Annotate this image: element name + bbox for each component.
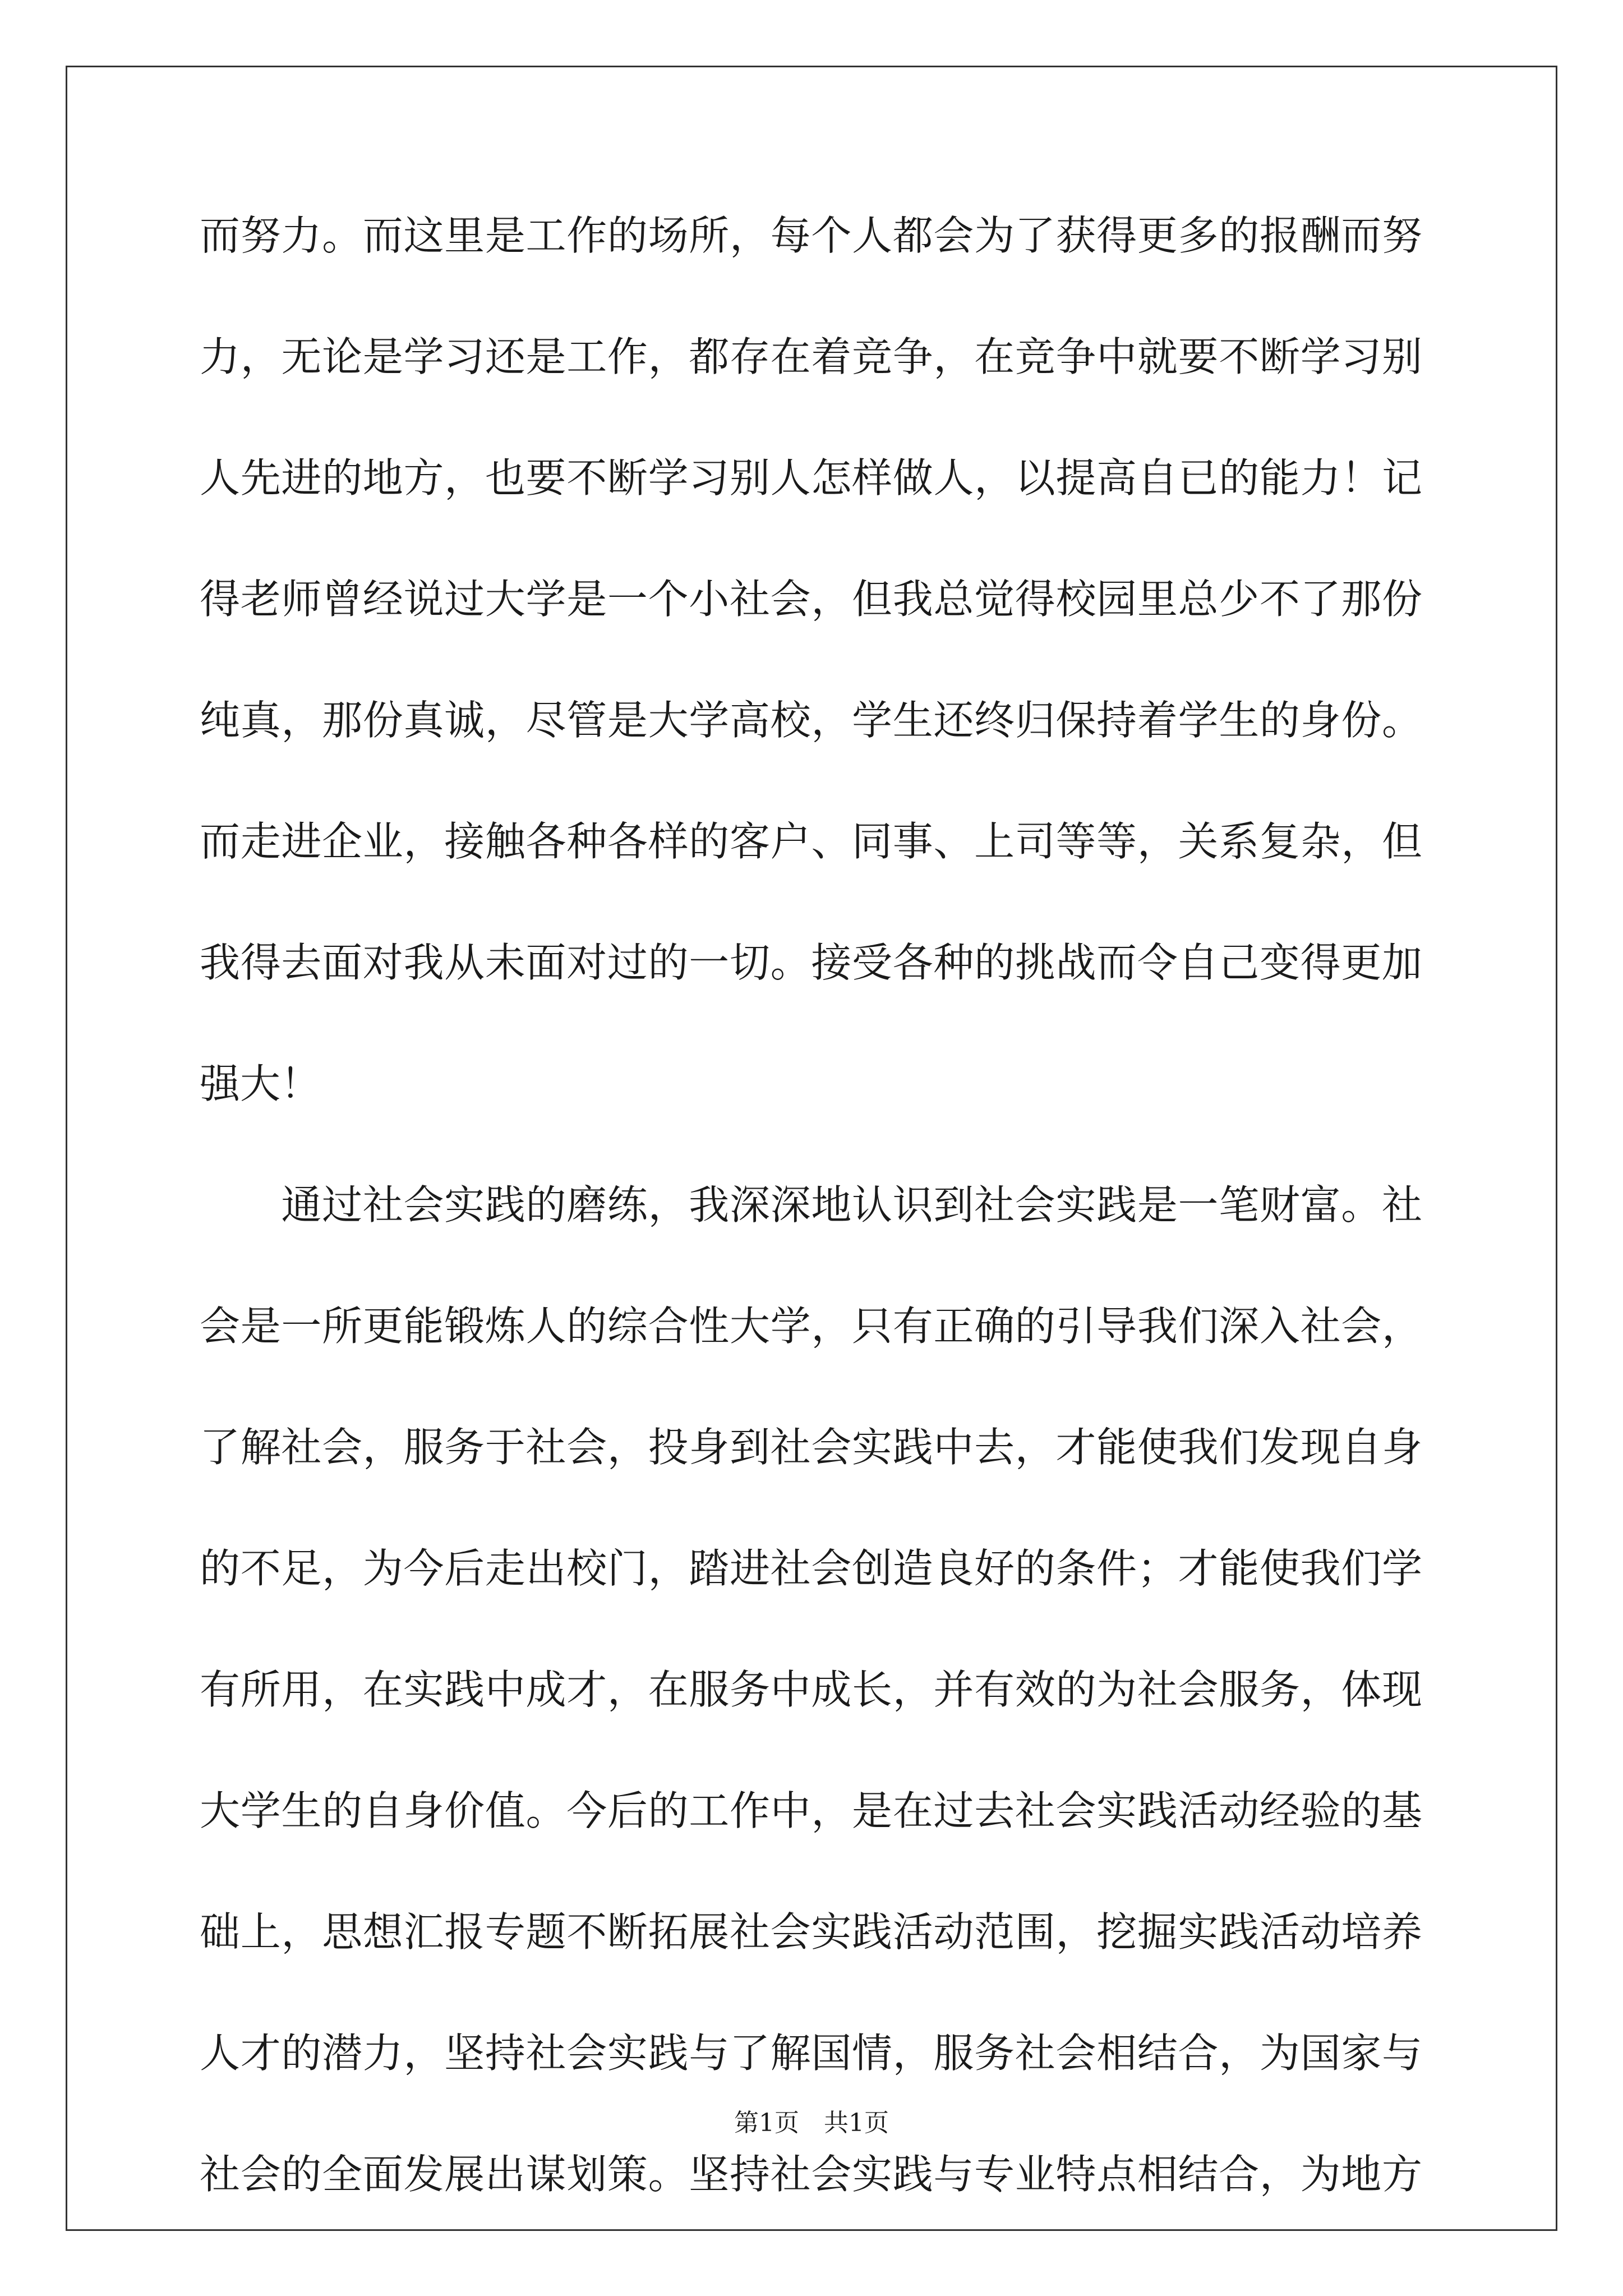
text-line: 纯真，那份真诚，尽管是大学高校，学生还终归保持着学生的身份。: [200, 697, 1422, 744]
text-line: 强大！: [200, 1060, 321, 1107]
text-line: 通过社会实践的磨练，我深深地认识到社会实践是一笔财富。社: [200, 1181, 1422, 1228]
text-line: 得老师曾经说过大学是一个小社会，但我总觉得校园里总少不了那份: [200, 576, 1422, 623]
text-line: 会是一所更能锻炼人的综合性大学，只有正确的引导我们深入社会，: [200, 1303, 1422, 1350]
text-line: 人才的潜力，坚持社会实践与了解国情，服务社会相结合，为国家与: [200, 2030, 1422, 2077]
text-line: 力，无论是学习还是工作，都存在着竞争，在竞争中就要不断学习别: [200, 333, 1422, 380]
text-line: 人先进的地方，也要不断学习别人怎样做人，以提高自已的能力！记: [200, 454, 1422, 501]
page-number-footer: 第1页 共1页: [734, 2109, 889, 2137]
text-line: 的不足，为今后走出校门，踏进社会创造良好的条件；才能使我们学: [200, 1545, 1422, 1592]
text-line: 社会的全面发展出谋划策。坚持社会实践与专业特点相结合，为地方: [200, 2151, 1422, 2198]
text-line: 而努力。而这里是工作的场所，每个人都会为了获得更多的报酬而努: [200, 212, 1422, 259]
text-line: 了解社会，服务于社会，投身到社会实践中去，才能使我们发现自身: [200, 1424, 1422, 1471]
text-line: 我得去面对我从未面对过的一切。接受各种的挑战而令自己变得更加: [200, 939, 1422, 986]
document-body: [200, 202, 1422, 2262]
text-line: 有所用，在实践中成才，在服务中成长，并有效的为社会服务，体现: [200, 1666, 1422, 1713]
text-line: 大学生的自身价值。今后的工作中，是在过去社会实践活动经验的基: [200, 1787, 1422, 1834]
text-line: 而走进企业，接触各种各样的客户、同事、上司等等，关系复杂，但: [200, 818, 1422, 865]
text-line: 础上，思想汇报专题不断拓展社会实践活动范围，挖掘实践活动培养: [200, 1908, 1422, 1955]
